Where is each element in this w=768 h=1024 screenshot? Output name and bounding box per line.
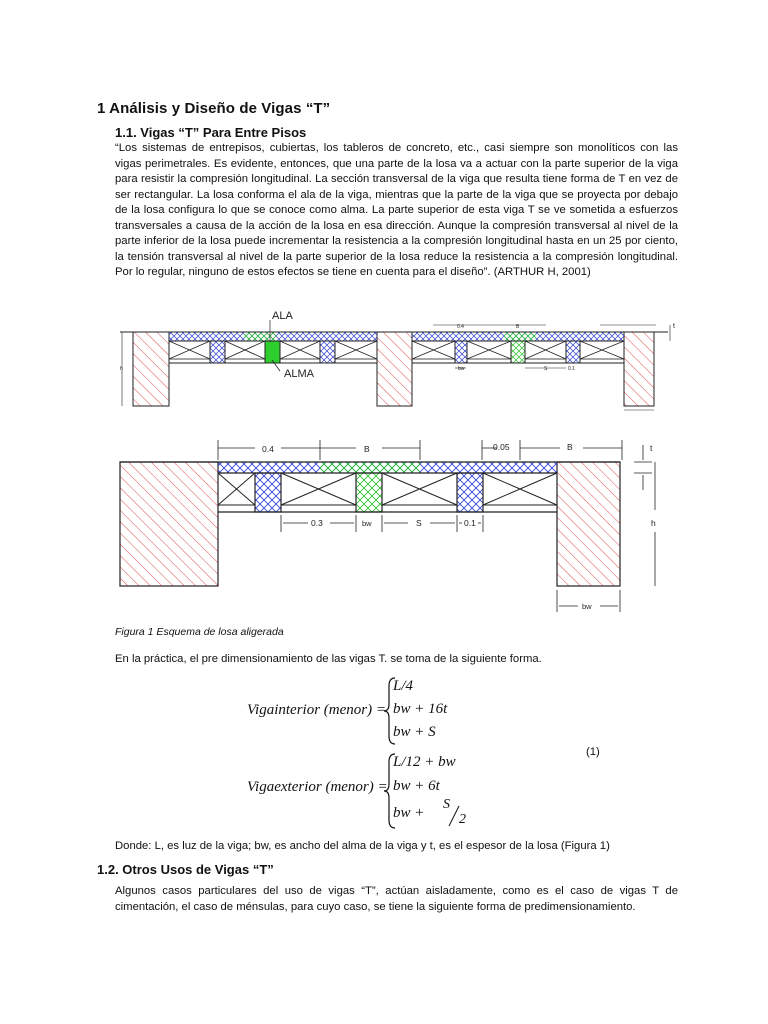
figure-losa-aligerada [0,300,768,630]
label-bw: bw [362,519,372,528]
eq2-lhs: Vigaexterior (menor) = [247,779,388,795]
label-top-h: h [120,366,123,372]
equation-viga-exterior [247,752,507,832]
label-005: 0.05 [493,442,510,452]
eq2-frac-den: 2 [459,812,466,827]
label-b2: B [567,442,573,452]
label-03: 0.3 [311,518,323,528]
label-top-b: B [516,324,520,330]
eq2-frac-num: S [443,797,450,812]
section-heading-1-1: 1.1. Vigas “T” Para Entre Pisos [115,125,307,140]
label-top-bw: bw [458,366,465,372]
eq1-line3: bw + S [393,724,436,740]
label-ala: ALA [272,310,293,322]
eq1-lhs: Vigainterior (menor) = [247,702,386,718]
label-top-01: 0.1 [568,366,575,372]
top-diagram [120,320,670,410]
label-04: 0.4 [262,444,274,454]
section-heading-1: 1 Análisis y Diseño de Vigas “T” [97,100,331,117]
eq1-line1: L/4 [393,678,414,694]
label-top-s: S [544,366,548,372]
label-top-04: 0.4 [457,324,464,330]
label-s: S [416,518,422,528]
paragraph-vigas-t: “Los sistemas de entrepisos, cubiertas, los tableros de concreto, etc., casi siempre son monolíticos con las vigas perimetrales. Es evidente, entonces, que una parte de la losa va a actuar con la parte superior de la viga para resistir la compresión longitudinal. La sección transversal de la viga que resulta tiene forma de T en vez de ser rectangular. La losa conforma el ala de la viga, mientras que la parte de la viga que se proyecta por debajo de la losa configura lo que se conoce como alma. La parte superior de esta viga T se ve sometida a esfuerzos transversales a causa de la acción de la losa en esa dirección. Aunque la compresión transversal al nivel de la parte inferior de la losa puede incrementar la resistencia a la compresión longitudinal hasta en un 25 por ciento, la tensión transversal al nivel de la parte superior de la losa reduce la resistencia a la compresión longitudinal. Por lo regular, ninguno de estos efectos se tiene en cuenta para el diseño”. (ARTHUR H, 2001) [115,142,678,278]
label-t: t [650,443,653,453]
label-bw-2: bw [582,602,592,611]
label-top-t: t [673,323,675,330]
label-h: h [651,518,656,528]
label-b1: B [364,444,370,454]
eq2-line1: L/12 + bw [393,754,456,770]
eq2-line3: bw + [393,805,425,821]
equation-viga-interior [247,676,507,746]
equation-number: (1) [586,746,600,758]
figure-caption: Figura 1 Esquema de losa aligerada [115,626,284,638]
paragraph-donde: Donde: L, es luz de la viga; bw, es ancho del alma de la viga y t, es el espesor de la losa (Figura 1) [115,840,610,852]
label-01: 0.1 [464,518,476,528]
label-alma: ALMA [284,368,314,380]
section-heading-1-2: 1.2. Otros Usos de Vigas “T” [97,862,274,877]
paragraph-otros-usos: Algunos casos particulares del uso de vigas “T”, actúan aisladamente, como es el caso de vigas T de cimentación, el caso de ménsulas, para cuyo caso, se tiene la siguiente forma de predimensionamiento. [115,885,678,913]
eq2-line2: bw + 6t [393,778,440,794]
paragraph-predimensionamiento: En la práctica, el pre dimensionamiento de las vigas T. se toma de la siguiente forma. [115,653,542,665]
eq1-line2: bw + 16t [393,701,448,717]
